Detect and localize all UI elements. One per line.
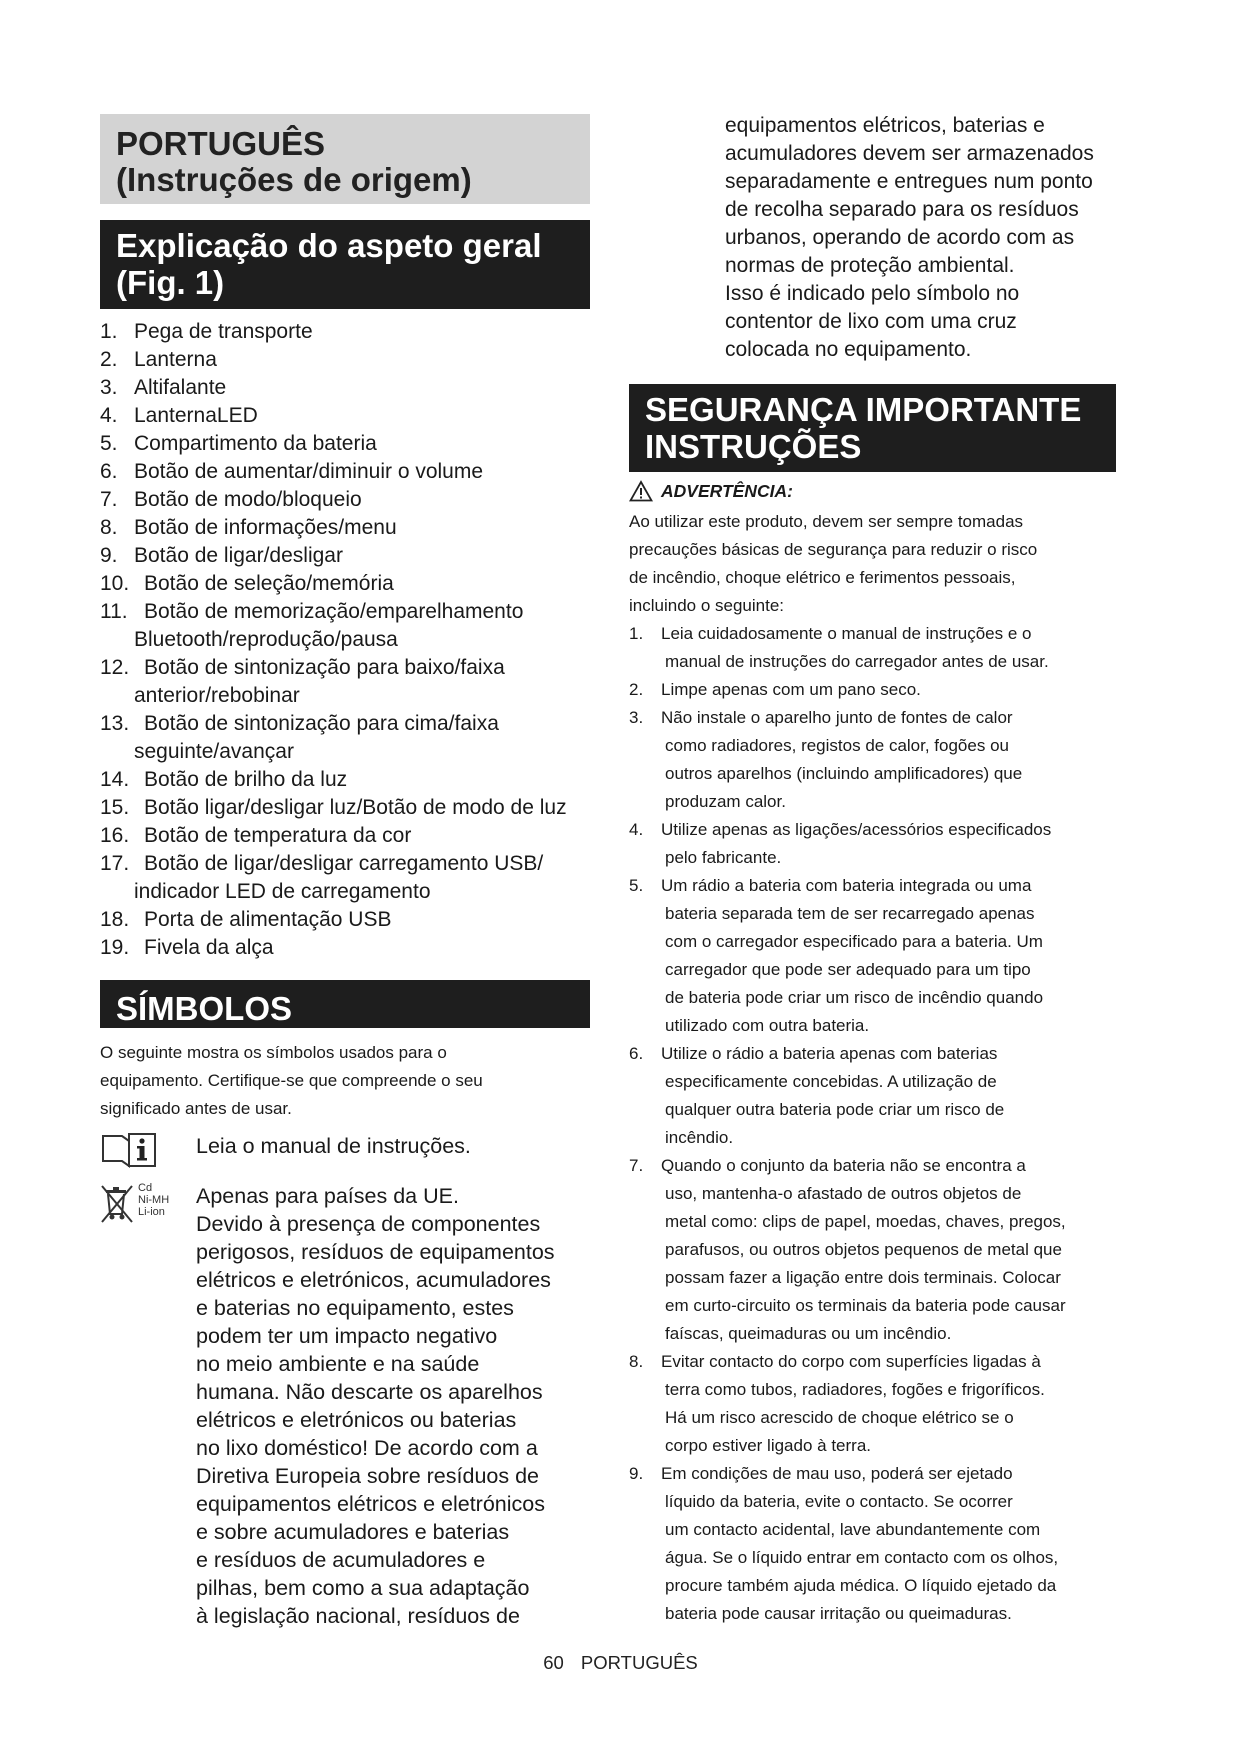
safety-item-line: uso, mantenha-o afastado de outros objetos de xyxy=(665,1184,1022,1203)
safety-item-line: Leia cuidadosamente o manual de instruções e o xyxy=(661,624,1032,643)
overview-list-item xyxy=(100,822,610,850)
symbols-title: SÍMBOLOS xyxy=(116,990,293,1027)
safety-item-number: 2. xyxy=(629,680,644,699)
weee-bin-icon xyxy=(100,1182,180,1226)
overview-list-item xyxy=(100,346,610,374)
safety-item-text xyxy=(661,676,1119,704)
page-number: 60 xyxy=(543,1652,564,1673)
overview-item-text-continued: indicador LED de carregamento xyxy=(134,880,431,903)
weee-text-line: elétricos e eletrónicos ou baterias xyxy=(196,1408,517,1432)
weee-text-line: humana. Não descarte os aparelhos xyxy=(196,1380,543,1404)
safety-item-line: com o carregador especificado para a bateria. Um xyxy=(665,932,1043,951)
overview-item-number: 7. xyxy=(100,488,118,511)
overview-item-number: 15. xyxy=(100,796,130,819)
overview-item-number: 11. xyxy=(100,600,128,623)
overview-item-number: 3. xyxy=(100,376,118,399)
safety-item-line: procure também ajuda médica. O líquido ejetado da xyxy=(665,1576,1057,1595)
page-footer xyxy=(0,1652,1241,1674)
safety-list-item xyxy=(629,676,1119,704)
overview-item-number: 12. xyxy=(100,656,130,679)
overview-list-item xyxy=(100,570,610,598)
symbol-weee-row xyxy=(100,1182,600,1642)
safety-item-line: faíscas, queimaduras ou um incêndio. xyxy=(665,1324,952,1343)
overview-list-item xyxy=(100,458,610,486)
safety-item-line: como radiadores, registos de calor, fogões ou xyxy=(665,736,1009,755)
safety-list-item xyxy=(629,1152,1119,1348)
safety-item-line: produzam calor. xyxy=(665,792,786,811)
safety-heading xyxy=(629,384,1116,472)
safety-item-number: 8. xyxy=(629,1352,644,1371)
warning-label-row xyxy=(629,480,793,502)
symbol-manual-row xyxy=(100,1130,600,1170)
overview-title-line2: (Fig. 1) xyxy=(116,264,225,301)
overview-list-item xyxy=(100,542,610,570)
overview-item-number: 4. xyxy=(100,404,118,427)
overview-item-number: 18. xyxy=(100,908,130,931)
safety-item-line: Evitar contacto do corpo com superfícies ligadas à xyxy=(661,1352,1041,1371)
overview-list-item xyxy=(100,402,610,430)
overview-item-text: Porta de alimentação USB xyxy=(144,908,392,931)
weee-text-line: Apenas para países da UE. xyxy=(196,1184,459,1208)
weee-text-line: no meio ambiente e na saúde xyxy=(196,1352,480,1376)
overview-heading xyxy=(100,220,590,309)
overview-item-number: 10. xyxy=(100,572,130,595)
safety-title-line1: SEGURANÇA IMPORTANTE xyxy=(645,391,1082,428)
safety-item-line: qualquer outra bateria pode criar um risco de xyxy=(665,1100,1005,1119)
overview-list-item xyxy=(100,430,610,458)
safety-item-text xyxy=(661,872,1119,1040)
safety-item-text xyxy=(661,816,1119,872)
overview-item-number: 2. xyxy=(100,348,118,371)
overview-title-line1: Explicação do aspeto geral xyxy=(116,227,542,264)
safety-item-number: 6. xyxy=(629,1044,644,1063)
overview-list-item xyxy=(100,486,610,514)
overview-list-item xyxy=(100,850,610,878)
safety-list-item xyxy=(629,1348,1119,1460)
weee-text-line: no lixo doméstico! De acordo com a xyxy=(196,1436,538,1460)
overview-item-text: Botão de sintonização para baixo/faixa xyxy=(144,656,505,679)
weee-label: Cd xyxy=(138,1182,153,1194)
warning-intro xyxy=(629,508,1119,620)
warning-intro-line: Ao utilizar este produto, devem ser sempre tomadas xyxy=(629,512,1024,531)
safety-item-line: Limpe apenas com um pano seco. xyxy=(661,680,921,699)
safety-item-text xyxy=(661,1152,1119,1348)
overview-item-text: Fivela da alça xyxy=(144,936,274,959)
overview-list-item xyxy=(100,906,610,934)
overview-list-item xyxy=(100,934,610,962)
symbols-intro-line: significado antes de usar. xyxy=(100,1099,292,1118)
overview-item-number: 9. xyxy=(100,544,118,567)
overview-item-number: 16. xyxy=(100,824,130,847)
overview-item-number: 19. xyxy=(100,936,130,959)
footer-language: PORTUGUÊS xyxy=(580,1652,698,1673)
warning-label: ADVERTÊNCIA: xyxy=(661,480,793,501)
overview-item-text-continued: anterior/rebobinar xyxy=(134,684,300,707)
safety-list-item xyxy=(629,816,1119,872)
overview-list-item xyxy=(100,598,610,626)
safety-item-text xyxy=(661,1348,1119,1460)
weee-text-line: Devido à presença de componentes xyxy=(196,1212,541,1236)
safety-item-line: pelo fabricante. xyxy=(665,848,782,867)
safety-item-line: metal como: clips de papel, moedas, chaves, pregos, xyxy=(665,1212,1066,1231)
weee-text-line: normas de proteção ambiental. xyxy=(725,254,1015,277)
crossed-bin-icon xyxy=(100,1182,136,1224)
safety-item-line: de bateria pode criar um risco de incêndio quando xyxy=(665,988,1044,1007)
overview-item-text: Altifalante xyxy=(134,376,227,399)
safety-item-line: manual de instruções do carregador antes de usar. xyxy=(665,652,1049,671)
warning-intro-line: precauções básicas de segurança para reduzir o risco xyxy=(629,540,1038,559)
overview-item-number: 13. xyxy=(100,712,130,735)
overview-list-item xyxy=(100,654,610,682)
safety-item-line: Utilize o rádio a bateria apenas com baterias xyxy=(661,1044,998,1063)
weee-text-line: contentor de lixo com uma cruz xyxy=(725,310,1017,333)
safety-item-text xyxy=(661,1040,1119,1152)
symbols-intro xyxy=(100,1039,570,1123)
safety-item-line: especificamente concebidas. A utilização de xyxy=(665,1072,997,1091)
overview-item-text-continued: Bluetooth/reprodução/pausa xyxy=(134,628,398,651)
safety-item-line: Quando o conjunto da bateria não se encontra a xyxy=(661,1156,1026,1175)
warning-intro-line: incluindo o seguinte: xyxy=(629,596,785,615)
overview-item-text: Botão de informações/menu xyxy=(134,516,397,539)
safety-item-line: utilizado com outra bateria. xyxy=(665,1016,870,1035)
safety-item-text xyxy=(661,620,1119,676)
weee-text-line: Diretiva Europeia sobre resíduos de xyxy=(196,1464,539,1488)
weee-text-line: e sobre acumuladores e baterias xyxy=(196,1520,510,1544)
safety-item-line: líquido da bateria, evite o contacto. Se ocorrer xyxy=(665,1492,1013,1511)
overview-item-text: LanternaLED xyxy=(134,404,258,427)
safety-item-line: bateria pode causar irritação ou queimaduras. xyxy=(665,1604,1012,1623)
overview-item-text: Lanterna xyxy=(134,348,217,371)
safety-item-number: 9. xyxy=(629,1464,644,1483)
warning-triangle-icon xyxy=(629,480,653,502)
safety-list-item xyxy=(629,1460,1119,1628)
overview-item-text: Compartimento da bateria xyxy=(134,432,377,455)
weee-chem-labels xyxy=(138,1182,169,1218)
weee-text-line: Isso é indicado pelo símbolo no xyxy=(725,282,1020,305)
safety-item-line: corpo estiver ligado à terra. xyxy=(665,1436,871,1455)
weee-text-line: perigosos, resíduos de equipamentos xyxy=(196,1240,555,1264)
overview-item-text: Botão de ligar/desligar carregamento USB/ xyxy=(144,852,544,875)
safety-item-line: terra como tubos, radiadores, fogões e frigoríficos. xyxy=(665,1380,1045,1399)
safety-list xyxy=(629,620,1119,1628)
overview-item-text: Botão ligar/desligar luz/Botão de modo de luz xyxy=(144,796,567,819)
symbols-heading xyxy=(100,980,590,1028)
safety-item-line: bateria separada tem de ser recarregado apenas xyxy=(665,904,1035,923)
safety-item-line: Um rádio a bateria com bateria integrada ou uma xyxy=(661,876,1032,895)
safety-item-text xyxy=(661,1460,1119,1628)
overview-item-number: 8. xyxy=(100,516,118,539)
safety-item-number: 1. xyxy=(629,624,644,643)
safety-list-item xyxy=(629,620,1119,676)
overview-item-text: Botão de memorização/emparelhamento xyxy=(144,600,524,623)
safety-item-number: 5. xyxy=(629,876,644,895)
safety-item-line: incêndio. xyxy=(665,1128,734,1147)
weee-text-line: urbanos, operando de acordo com as xyxy=(725,226,1075,249)
weee-text-line: podem ter um impacto negativo xyxy=(196,1324,498,1348)
overview-item-number: 5. xyxy=(100,432,118,455)
overview-list-item xyxy=(100,710,610,738)
weee-text-line: equipamentos elétricos e eletrónicos xyxy=(196,1492,545,1516)
overview-item-number: 1. xyxy=(100,320,118,343)
safety-item-line: em curto-circuito os terminais da bateria pode causar xyxy=(665,1296,1066,1315)
weee-text-line: elétricos e eletrónicos, acumuladores xyxy=(196,1268,551,1292)
warning-intro-line: de incêndio, choque elétrico e ferimentos pessoais, xyxy=(629,568,1016,587)
weee-label: Ni-MH xyxy=(138,1194,170,1206)
safety-item-line: um contacto acidental, lave abundantemente com xyxy=(665,1520,1041,1539)
language-header xyxy=(100,114,590,204)
overview-list-item xyxy=(100,374,610,402)
overview-item-text: Botão de aumentar/diminuir o volume xyxy=(134,460,484,483)
weee-text-line: à legislação nacional, resíduos de xyxy=(196,1604,520,1628)
overview-item-text: Botão de brilho da luz xyxy=(144,768,348,791)
safety-item-number: 4. xyxy=(629,820,644,839)
read-manual-icon xyxy=(100,1130,158,1170)
manual-symbol-text: Leia o manual de instruções. xyxy=(196,1134,471,1158)
weee-text-line: de recolha separado para os resíduos xyxy=(725,198,1079,221)
language-subtitle: (Instruções de origem) xyxy=(116,161,472,198)
safety-item-line: água. Se o líquido entrar em contacto com os olhos, xyxy=(665,1548,1059,1567)
safety-item-line: carregador que pode ser adequado para um tipo xyxy=(665,960,1031,979)
safety-item-number: 3. xyxy=(629,708,644,727)
overview-item-text-continued: seguinte/avançar xyxy=(134,740,294,763)
weee-text-line: acumuladores devem ser armazenados xyxy=(725,142,1094,165)
overview-item-number: 14. xyxy=(100,768,130,791)
symbols-intro-line: O seguinte mostra os símbolos usados para o xyxy=(100,1043,447,1062)
weee-text-line: e baterias no equipamento, estes xyxy=(196,1296,514,1320)
overview-item-text: Pega de transporte xyxy=(134,320,313,343)
overview-item-text: Botão de temperatura da cor xyxy=(144,824,412,847)
safety-item-line: Utilize apenas as ligações/acessórios especificados xyxy=(661,820,1052,839)
weee-text-line: separadamente e entregues num ponto xyxy=(725,170,1093,193)
safety-item-number: 7. xyxy=(629,1156,644,1175)
weee-text-line: pilhas, bem como a sua adaptação xyxy=(196,1576,530,1600)
overview-list-item xyxy=(100,766,610,794)
weee-symbol-text xyxy=(196,1182,596,1630)
overview-item-number: 17. xyxy=(100,852,130,875)
safety-item-line: Há um risco acrescido de choque elétrico se o xyxy=(665,1408,1014,1427)
safety-list-item xyxy=(629,872,1119,1040)
weee-text-line: equipamentos elétricos, baterias e xyxy=(725,114,1045,137)
safety-item-line: outros aparelhos (incluindo amplificadores) que xyxy=(665,764,1023,783)
safety-title-line2: INSTRUÇÕES xyxy=(645,428,862,465)
safety-item-text xyxy=(661,704,1119,816)
language-title: PORTUGUÊS xyxy=(116,125,326,162)
safety-item-line: Em condições de mau uso, poderá ser ejetado xyxy=(661,1464,1013,1483)
symbols-intro-line: equipamento. Certifique-se que compreende o seu xyxy=(100,1071,483,1090)
weee-text-line: colocada no equipamento. xyxy=(725,338,972,361)
safety-item-line: possam fazer a ligação entre dois terminais. Colocar xyxy=(665,1268,1061,1287)
overview-list xyxy=(100,318,610,962)
overview-item-text: Botão de modo/bloqueio xyxy=(134,488,362,511)
overview-item-number: 6. xyxy=(100,460,118,483)
weee-symbol-text-continued xyxy=(725,112,1125,364)
overview-item-text: Botão de sintonização para cima/faixa xyxy=(144,712,499,735)
overview-list-item xyxy=(100,514,610,542)
overview-list-item xyxy=(100,794,610,822)
overview-item-text: Botão de seleção/memória xyxy=(144,572,394,595)
safety-list-item xyxy=(629,704,1119,816)
overview-item-text: Botão de ligar/desligar xyxy=(134,544,343,567)
overview-list-item xyxy=(100,318,610,346)
weee-label: Li-ion xyxy=(138,1206,165,1218)
safety-list-item xyxy=(629,1040,1119,1152)
safety-item-line: Não instale o aparelho junto de fontes de calor xyxy=(661,708,1013,727)
safety-item-line: parafusos, ou outros objetos pequenos de metal que xyxy=(665,1240,1062,1259)
weee-text-line: e resíduos de acumuladores e xyxy=(196,1548,486,1572)
